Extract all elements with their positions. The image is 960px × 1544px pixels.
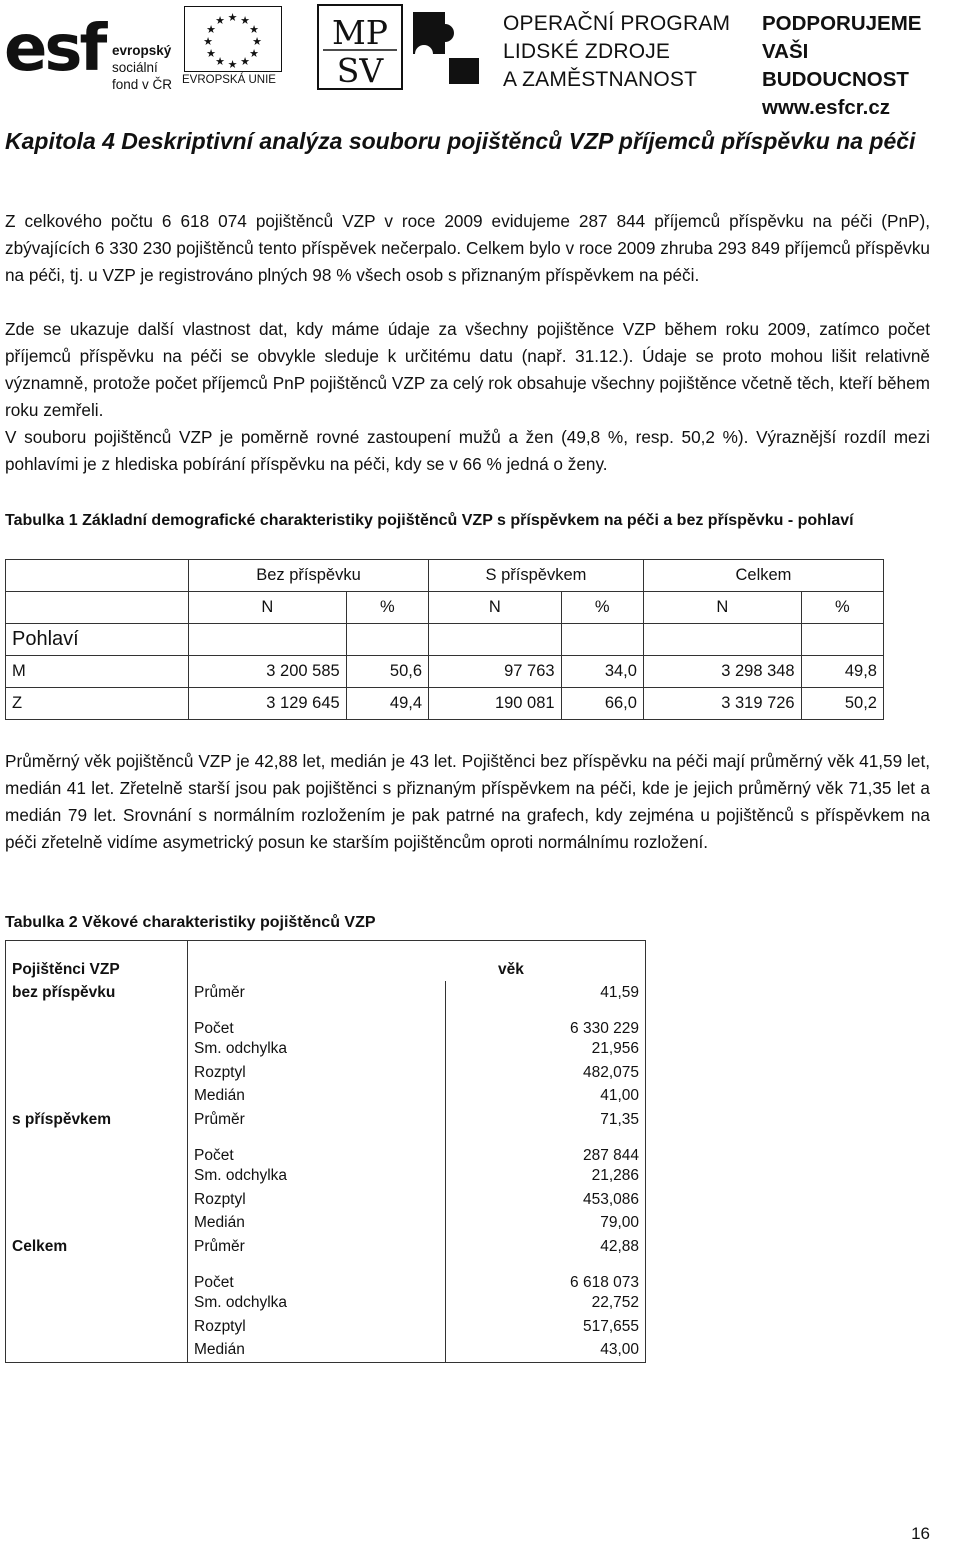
table-cell: 50,6 bbox=[346, 656, 428, 688]
svg-text:★: ★ bbox=[227, 11, 238, 24]
op-line-3: A ZAMĚSTNANOST bbox=[503, 68, 698, 91]
table2-age bbox=[5, 940, 646, 1363]
esf-logo bbox=[4, 8, 176, 92]
svg-text:★: ★ bbox=[240, 55, 250, 68]
esf-line-2: sociální bbox=[112, 60, 158, 75]
table-row bbox=[6, 1315, 646, 1339]
table-cell: Průměr bbox=[188, 1108, 446, 1132]
table-row bbox=[6, 981, 646, 1005]
table-cell: Rozptyl bbox=[188, 1315, 446, 1339]
esf-logo-text bbox=[112, 42, 172, 93]
svg-text:★: ★ bbox=[206, 47, 216, 60]
esf-logo-mark: esf bbox=[4, 12, 105, 86]
table-cell: 43,00 bbox=[446, 1339, 646, 1363]
table-cell: 97 763 bbox=[429, 656, 562, 688]
table-cell: 49,8 bbox=[801, 656, 883, 688]
table-cell: 41,59 bbox=[446, 981, 646, 1005]
table1-caption: Tabulka 1 Základní demografické charakteristiky pojištěnců VZP s příspěvkem na péči a bez příspěvku - pohlaví bbox=[5, 512, 854, 529]
svg-text:★: ★ bbox=[249, 23, 259, 36]
svg-text:SV: SV bbox=[336, 51, 384, 88]
table-row bbox=[6, 1188, 646, 1212]
table-cell: Průměr bbox=[188, 1235, 446, 1259]
table-cell: 71,35 bbox=[446, 1108, 646, 1132]
table-cell: 482,075 bbox=[446, 1061, 646, 1085]
table-cell: 3 200 585 bbox=[189, 656, 347, 688]
eu-label: EVROPSKÁ UNIE bbox=[182, 74, 276, 86]
table1-row-heading: Pohlaví bbox=[6, 624, 189, 656]
table-row bbox=[6, 1212, 646, 1236]
table-row bbox=[6, 1085, 646, 1109]
table1-group: Bez příspěvku bbox=[189, 560, 429, 592]
table-cell: Medián bbox=[188, 1085, 446, 1109]
table2-col1-header: Pojištěnci VZP bbox=[6, 941, 188, 982]
table-cell: 34,0 bbox=[561, 656, 643, 688]
chapter-title: Kapitola 4 Deskriptivní analýza souboru pojištěnců VZP příjemců příspěvku na péči bbox=[5, 128, 916, 154]
table2-col2-header: věk bbox=[188, 941, 646, 982]
table-cell: Medián bbox=[188, 1212, 446, 1236]
table-cell: 21,286 bbox=[446, 1165, 646, 1189]
table1-subheader bbox=[6, 592, 884, 624]
table2-header bbox=[6, 941, 646, 982]
table1-subheader-cell: % bbox=[561, 592, 643, 624]
paragraph-2: Zde se ukazuje další vlastnost dat, kdy máme údaje za všechny pojištěnce VZP během roku 2009, zatímco počet příjemců příspěvku na péči se obvykle sleduje k určitému datu (např. 31.12.). Údaje se proto mohou lišit relativně významně, protože počet příjemců PnP pojištěnců VZP za celý rok obsahuje všechny pojištěnce včetně těch, kteří během roku zemřeli. bbox=[5, 319, 930, 420]
table-row bbox=[6, 1038, 646, 1062]
table1-gender bbox=[5, 559, 884, 720]
svg-text:★: ★ bbox=[227, 58, 238, 70]
table1-subheader-cell: % bbox=[346, 592, 428, 624]
table-cell: 42,88 bbox=[446, 1235, 646, 1259]
table-row bbox=[6, 1132, 646, 1165]
table1-row-label bbox=[6, 624, 884, 656]
esf-line-3: fond v ČR bbox=[112, 77, 173, 92]
table-cell: 79,00 bbox=[446, 1212, 646, 1236]
table-row bbox=[6, 656, 884, 688]
svg-text:★: ★ bbox=[252, 35, 262, 48]
table-cell: 6 618 073 bbox=[446, 1259, 646, 1292]
svg-text:★: ★ bbox=[206, 23, 216, 36]
table1-group: S příspěvkem bbox=[429, 560, 644, 592]
eu-flag-icon bbox=[184, 6, 282, 72]
table-cell: 50,2 bbox=[801, 688, 883, 720]
support-line-1: PODPORUJEME bbox=[762, 12, 922, 35]
table1-subheader-cell: N bbox=[189, 592, 347, 624]
table-cell: 66,0 bbox=[561, 688, 643, 720]
table-cell: Sm. odchylka bbox=[188, 1292, 446, 1316]
support-line-2: VAŠI BUDOUCNOST bbox=[762, 40, 909, 91]
table-row bbox=[6, 688, 884, 720]
table2-group-label: s příspěvkem bbox=[6, 1108, 188, 1132]
puzzle-icon bbox=[409, 8, 489, 88]
page-header bbox=[0, 0, 960, 119]
table-cell: 190 081 bbox=[429, 688, 562, 720]
mpsv-logo bbox=[317, 4, 493, 92]
paragraph-4: Průměrný věk pojištěnců VZP je 42,88 let, medián je 43 let. Pojištěnci bez příspěvku na péči mají průměrný věk 41,59 let, medián 41 let. Zřetelně starší jsou pak pojištěnci s přiznaným příspěvkem na péči, kde je jejich průměrný věk 71,35 let a medián 79 let. Srovnání s normálním rozložením je pak patrné na grafech, kdy zejména u pojištěnců s příspěvkem na péči zřetelně vidíme asymetrický posun ke starším pojištěncům oproti normálnímu rozložení. bbox=[5, 751, 930, 852]
eu-logo bbox=[182, 4, 284, 90]
paragraph-1: Z celkového počtu 6 618 074 pojištěnců VZP v roce 2009 evidujeme 287 844 příjemců příspěvku na péči (PnP), zbývajících 6 330 230 pojištěnců tento příspěvek nečerpalo. Celkem bylo v roce 2009 zhruba 293 849 příjemců příspěvku na péči, tj. u VZP je registrováno plných 98 % všech osob s přiznaným příspěvkem na péči. bbox=[5, 211, 930, 285]
table-row bbox=[6, 1005, 646, 1038]
table-cell: 3 129 645 bbox=[189, 688, 347, 720]
svg-text:★: ★ bbox=[215, 55, 225, 68]
table-cell: 3 319 726 bbox=[643, 688, 801, 720]
table2-group-label: Celkem bbox=[6, 1235, 188, 1259]
page-number: 16 bbox=[911, 1524, 930, 1543]
op-line-2: LIDSKÉ ZDROJE bbox=[503, 40, 671, 63]
table-row bbox=[6, 1259, 646, 1292]
table1-subheader-cell: N bbox=[643, 592, 801, 624]
support-text bbox=[762, 10, 960, 122]
svg-text:★: ★ bbox=[203, 35, 213, 48]
mpsv-logo-mark bbox=[319, 6, 401, 88]
table-cell: 41,00 bbox=[446, 1085, 646, 1109]
table-row bbox=[6, 1165, 646, 1189]
table-cell: Sm. odchylka bbox=[188, 1038, 446, 1062]
table2-caption: Tabulka 2 Věkové charakteristiky pojištěnců VZP bbox=[5, 914, 376, 931]
table-cell: Rozptyl bbox=[188, 1188, 446, 1212]
table-cell: Sm. odchylka bbox=[188, 1165, 446, 1189]
op-line-1: OPERAČNÍ PROGRAM bbox=[503, 12, 731, 35]
table1-group: Celkem bbox=[643, 560, 883, 592]
table-cell: Počet bbox=[188, 1132, 446, 1165]
table-cell: Rozptyl bbox=[188, 1061, 446, 1085]
table-cell: 6 330 229 bbox=[446, 1005, 646, 1038]
op-program-text bbox=[503, 10, 730, 94]
table-cell: 3 298 348 bbox=[643, 656, 801, 688]
support-line-3: www.esfcr.cz bbox=[762, 96, 890, 119]
table1-group-header bbox=[6, 560, 884, 592]
table-cell: Průměr bbox=[188, 981, 446, 1005]
esf-line-1: evropský bbox=[112, 43, 172, 58]
table-row bbox=[6, 1108, 646, 1132]
table-row bbox=[6, 1339, 646, 1363]
table1-subheader-cell: N bbox=[429, 592, 562, 624]
table-cell: Počet bbox=[188, 1005, 446, 1038]
mpsv-logo-box bbox=[317, 4, 403, 90]
table-row bbox=[6, 1292, 646, 1316]
svg-text:★: ★ bbox=[215, 14, 225, 27]
table-cell: 49,4 bbox=[346, 688, 428, 720]
svg-text:MP: MP bbox=[332, 13, 388, 52]
table-cell: M bbox=[6, 656, 189, 688]
table1-subheader-cell: % bbox=[801, 592, 883, 624]
table-cell: Medián bbox=[188, 1339, 446, 1363]
table-cell: 287 844 bbox=[446, 1132, 646, 1165]
table-cell: 22,752 bbox=[446, 1292, 646, 1316]
table-cell: 453,086 bbox=[446, 1188, 646, 1212]
table-cell: 21,956 bbox=[446, 1038, 646, 1062]
paragraph-3: V souboru pojištěnců VZP je poměrně rovné zastoupení mužů a žen (49,8 %, resp. 50,2 %). Výraznější rozdíl mezi pohlavími je z hlediska pobírání příspěvku na péči, kdy se v 66 % jedná o ženy. bbox=[5, 427, 930, 474]
table-cell: Počet bbox=[188, 1259, 446, 1292]
table-row bbox=[6, 1235, 646, 1259]
table-row bbox=[6, 1061, 646, 1085]
table2-group-label: bez příspěvku bbox=[6, 981, 188, 1005]
svg-text:★: ★ bbox=[249, 47, 259, 60]
table-cell: 517,655 bbox=[446, 1315, 646, 1339]
table-cell: Z bbox=[6, 688, 189, 720]
svg-text:★: ★ bbox=[240, 14, 250, 27]
